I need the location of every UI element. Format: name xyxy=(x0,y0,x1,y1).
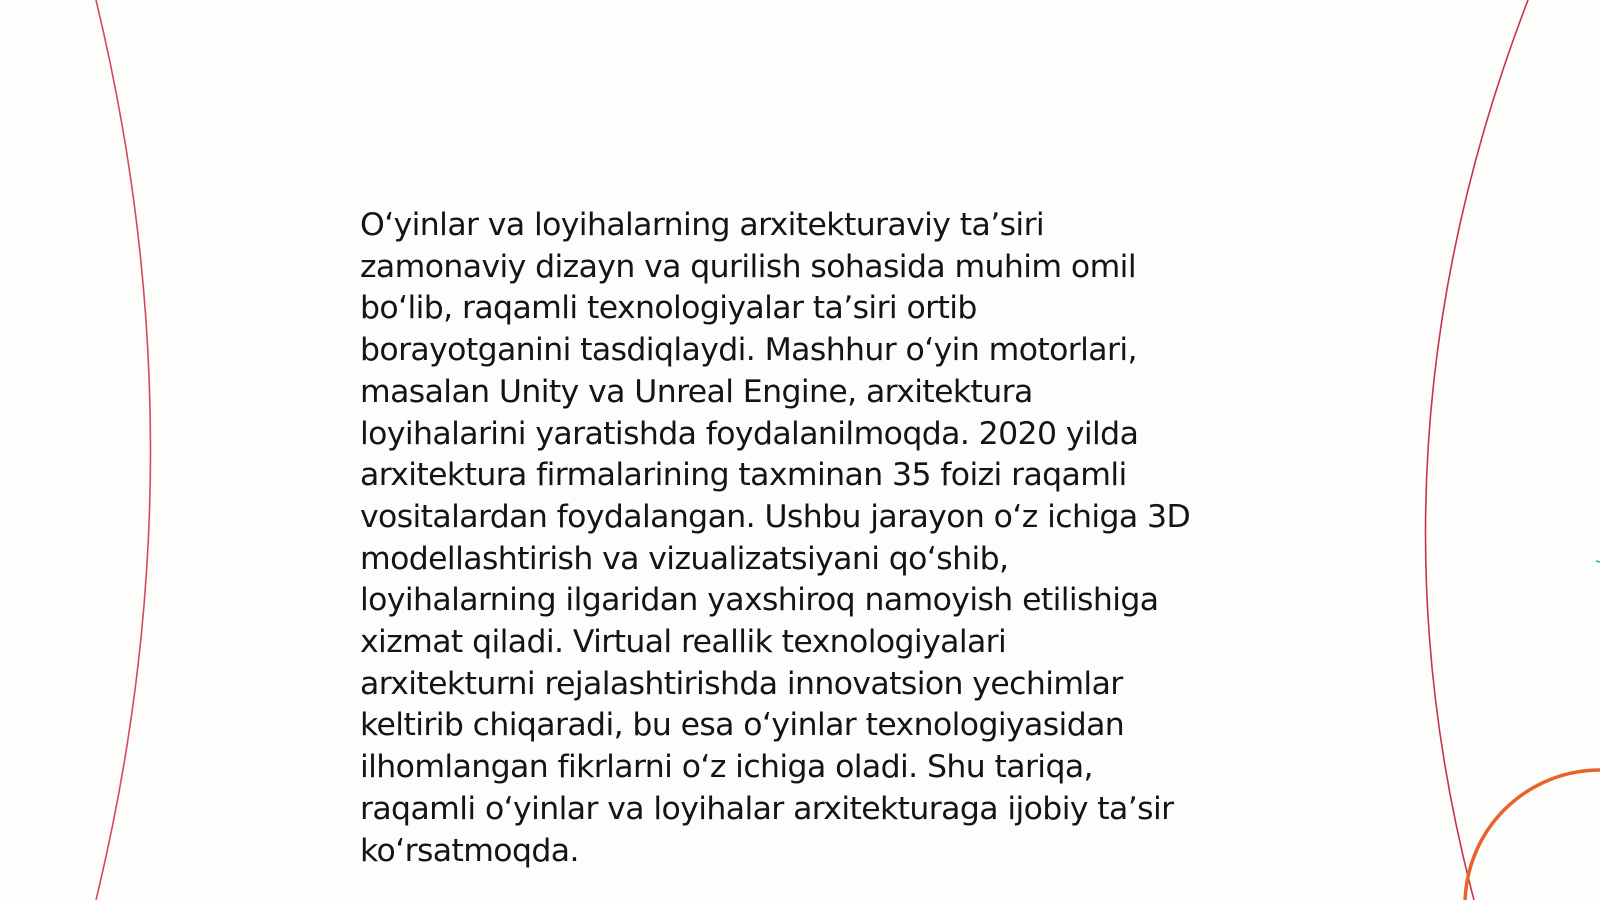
body-line: ilhomlangan fikrlarni o‘z ichiga oladi. Shu tariqa, xyxy=(360,749,1093,786)
orange-circle-outline xyxy=(1465,770,1600,900)
right-arc-line xyxy=(1426,0,1528,900)
body-line: masalan Unity va Unreal Engine, arxitektura xyxy=(360,373,1033,410)
body-line: arxitektura firmalarining taxminan 35 foizi raqamli xyxy=(360,457,1127,494)
body-line: raqamli o‘yinlar va loyihalar arxitekturaga ijobiy ta’sir xyxy=(360,790,1174,827)
body-line: zamonaviy dizayn va qurilish sohasida muhim omil xyxy=(360,248,1136,285)
body-line: loyihalarini yaratishda foydalanilmoqda. 2020 yilda xyxy=(360,415,1139,452)
body-line: modellashtirish va vizualizatsiyani qo‘shib, xyxy=(360,540,1009,577)
body-line: xizmat qiladi. Virtual reallik texnologiyalari xyxy=(360,624,1007,661)
teal-accent-mark xyxy=(1596,561,1600,562)
body-line: ko‘rsatmoqda. xyxy=(360,832,579,869)
body-line: arxitekturni rejalashtirishda innovatsion yechimlar xyxy=(360,665,1123,702)
body-line: O‘yinlar va loyihalarning arxitekturaviy ta’siri xyxy=(360,207,1045,243)
body-line: bo‘lib, raqamli texnologiyalar ta’siri ortib xyxy=(360,290,977,327)
body-line: keltirib chiqaradi, bu esa o‘yinlar texnologiyasidan xyxy=(360,707,1125,744)
left-arc-line xyxy=(96,0,151,900)
body-line: borayotganini tasdiqlaydi. Mashhur o‘yin motorlari, xyxy=(360,332,1137,369)
body-paragraph xyxy=(360,205,1260,872)
body-line: vositalardan foydalangan. Ushbu jarayon o‘z ichiga 3D xyxy=(360,498,1191,535)
body-line: loyihalarning ilgaridan yaxshiroq namoyish etilishiga xyxy=(360,582,1159,619)
